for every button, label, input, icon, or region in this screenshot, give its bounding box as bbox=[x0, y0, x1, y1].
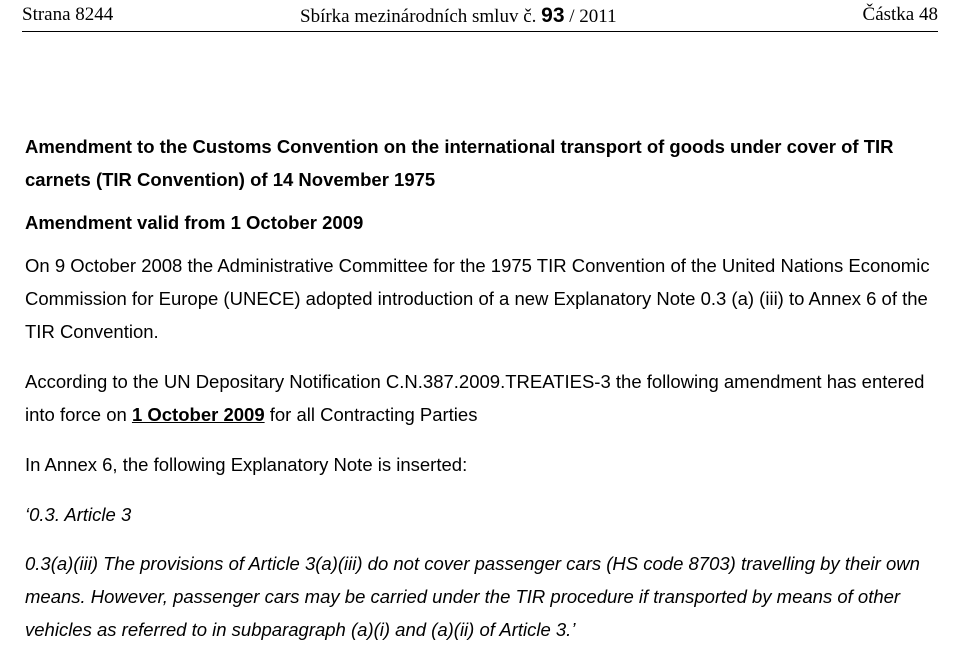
page-header bbox=[22, 2, 938, 32]
collection-year: / 2011 bbox=[564, 6, 617, 27]
note-heading: ‘0.3. Article 3 bbox=[25, 504, 132, 525]
collection-title bbox=[300, 4, 617, 28]
valid-from: Amendment valid from 1 October 2009 bbox=[25, 212, 364, 233]
document-title: Amendment to the Customs Convention on the international transport of goods under cover of TIR carnets (TIR Convention) of 14 November 1975 bbox=[25, 136, 894, 190]
note-text: 0.3(a)(iii) The provisions of Article 3(a)(iii) do not cover passenger cars (HS code 8703) travelling by their own means. However, passenger cars may be carried under the TIR procedure if transported by means of other vehicles as referred to in subparagraph (a)(i) and (a)(ii) of Article 3.’ bbox=[25, 553, 920, 640]
page-number: Strana 8244 bbox=[22, 4, 114, 25]
issue-number: Částka 48 bbox=[862, 4, 938, 25]
collection-number: 93 bbox=[541, 4, 565, 27]
paragraph-notification bbox=[25, 365, 938, 431]
paragraph-adoption: On 9 October 2008 the Administrative Committee for the 1975 TIR Convention of the United Nations Economic Commission for Europe (UNECE) adopted introduction of a new Explanatory Note 0.3 (a) (iii) to Annex 6 of the TIR Convention. bbox=[25, 255, 930, 342]
document-body bbox=[25, 130, 938, 646]
notification-parties: for all Contracting Parties bbox=[264, 404, 478, 425]
collection-name: Sbírka mezinárodních smluv č. bbox=[300, 6, 542, 27]
entry-into-force-date: 1 October 2009 bbox=[131, 404, 265, 425]
paragraph-annex: In Annex 6, the following Explanatory Note is inserted: bbox=[25, 454, 468, 475]
notification-text: According to the UN Depositary Notification C.N.387.2009.TREATIES-3 the following amendment has entered into force on bbox=[25, 371, 925, 425]
